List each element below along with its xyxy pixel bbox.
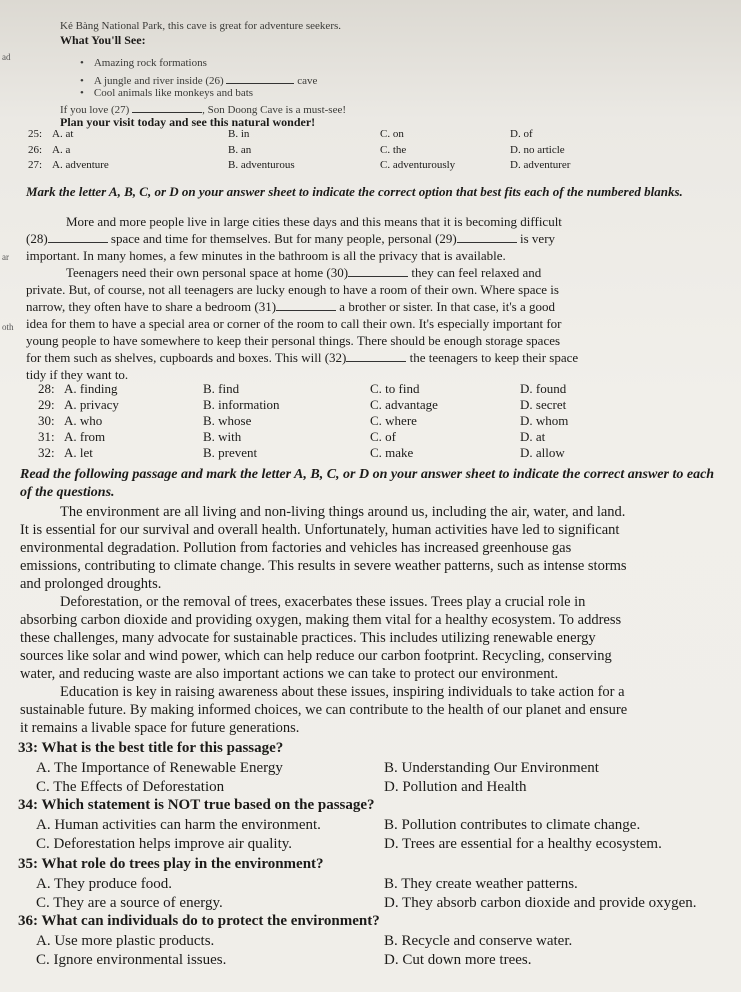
option-b[interactable]: B. prevent [203,445,258,460]
cave-word: cave [297,75,318,87]
bullet-jungle: • A jungle and river inside (26) cave [80,72,317,87]
bullet-jungle-text: A jungle and river inside (26) [93,75,224,87]
option-b[interactable]: B. adventurous [228,159,295,171]
passage1-line9a: for them such as shelves, cupboards and boxes. This will (32) [26,350,347,365]
option-a[interactable]: A. finding [64,381,118,396]
passage1-line6 [26,299,716,315]
answer-c[interactable]: C. Ignore environmental issues. [36,952,227,968]
option-a[interactable]: A. privacy [64,397,119,412]
passage2-line: Deforestation, or the removal of trees, exacerbates these issues. Trees play a crucial role in [60,594,586,610]
love-line-b: , Son Doong Cave is a must-see! [202,104,346,116]
option-num: 31: [38,429,55,444]
margin-mark: ar [2,252,9,262]
option-num: 30: [38,413,55,428]
passage1-line6a: narrow, they often have to share a bedroom (31) [26,299,277,314]
passage2-line: Education is key in raising awareness about these issues, inspiring individuals to take action for a [60,684,625,700]
option-c[interactable]: C. advantage [370,397,438,412]
option-a[interactable]: A. let [64,445,93,460]
question-stem: 34: Which statement is NOT true based on the passage? [18,797,375,813]
margin-mark: ad [2,52,11,62]
option-b[interactable]: B. whose [203,413,252,428]
bullet-animals: • Cool animals like monkeys and bats [80,87,253,99]
option-b[interactable]: B. an [228,144,252,156]
option-a[interactable]: A. who [64,413,103,428]
option-d[interactable]: D. at [520,429,546,444]
answer-a[interactable]: A. Use more plastic products. [36,933,215,949]
answer-a[interactable]: A. Human activities can harm the environment. [36,817,321,833]
answer-b[interactable]: B. Pollution contributes to climate change. [384,817,641,833]
option-d[interactable]: D. secret [520,397,567,412]
question-stem: 36: What can individuals do to protect the environment? [18,913,380,929]
passage2-line: emissions, contributing to climate change. This results in severe weather patterns, such as intense storms [20,558,627,574]
question-stem: 35: What role do trees play in the environment? [18,856,324,872]
passage2-line: it remains a livable space for future generations. [20,720,300,736]
passage1-line4a: Teenagers need their own personal space at home (30) [66,265,349,280]
option-c[interactable]: C. make [370,445,414,460]
passage1-line5: private. But, of course, not all teenagers are lucky enough to have a room of their own. Where space is [26,282,559,297]
love-line [60,101,346,116]
passage1-line3: important. In many homes, a few minutes in the bathroom is all the privacy that is available. [26,248,506,263]
option-b[interactable]: B. information [203,397,280,412]
instruction-2: Read the following passage and mark the letter A, B, C, or D on your answer sheet to indicate the correct answer to each of the questions. [20,467,715,500]
passage1-line4 [26,265,716,281]
option-c[interactable]: C. of [370,429,396,444]
option-d[interactable]: D. allow [520,445,565,460]
intro-text: Kẻ Bàng National Park, this cave is great for adventure seekers. [60,20,342,32]
passage1-line4b: they can feel relaxed and [411,265,542,280]
option-c[interactable]: C. to find [370,381,420,396]
answer-b[interactable]: B. They create weather patterns. [384,876,578,892]
passage2-line: these challenges, many advocate for sustainable practices. This includes utilizing renewable energy [20,630,596,646]
option-b[interactable]: B. find [203,381,240,396]
answer-a[interactable]: A. The Importance of Renewable Energy [36,760,283,776]
answer-d[interactable]: D. They absorb carbon dioxide and provide oxygen. [384,895,697,911]
passage1-line2 [26,231,716,247]
passage1-line1: More and more people live in large cities these days and this means that it is becoming difficult [66,214,562,229]
answer-c[interactable]: C. Deforestation helps improve air quality. [36,836,293,852]
option-num: 27: [28,159,43,171]
answer-d[interactable]: D. Pollution and Health [384,779,527,795]
answer-a[interactable]: A. They produce food. [36,876,172,892]
option-c[interactable]: C. adventurously [380,159,456,171]
option-c[interactable]: C. the [380,144,407,156]
question-stem: 33: What is the best title for this passage? [18,740,284,756]
passage2-line: sources like solar and wind power, which can help reduce our carbon footprint. Recycling, conserving [20,648,612,664]
passage2-line: The environment are all living and non-living things around us, including the air, water, and land. [60,504,626,520]
passage1-line2b: space and time for themselves. But for many people, personal (29) [110,231,457,246]
margin-mark: oth [2,322,14,332]
blank-28-num: (28) [26,231,48,246]
bullet-rock: • Amazing rock formations [80,57,207,69]
answer-b[interactable]: B. Understanding Our Environment [384,760,599,776]
what-youll-see-heading: What You'll See: [60,33,146,47]
option-b[interactable]: B. with [203,429,242,444]
plan-line: Plan your visit today and see this natural wonder! [60,115,316,129]
answer-d[interactable]: D. Trees are essential for a healthy ecosystem. [384,836,662,852]
passage1-line6b: a brother or sister. In that case, it's a good [339,299,555,314]
passage2-line: absorbing carbon dioxide and providing oxygen, making them vital for a healthy ecosystem. To address [20,612,622,628]
instruction-1: Mark the letter A, B, C, or D on your answer sheet to indicate the correct option that best fits each of the numbered blanks. [26,184,683,199]
option-num: 29: [38,397,55,412]
option-num: 32: [38,445,55,460]
option-d[interactable]: D. of [510,128,533,140]
option-c[interactable]: C. on [380,128,404,140]
passage2-line: water, and reducing waste are also important actions we can take to protect our environment. [20,666,559,682]
option-num: 28: [38,381,55,396]
passage1-line8: young people to have somewhere to keep their personal things. There should be enough storage spaces [26,333,561,348]
option-a[interactable]: A. a [52,144,71,156]
passage1-line9b: the teenagers to keep their space [409,350,579,365]
passage1-line10: tidy if they want to. [26,367,129,382]
passage1-line7: idea for them to have a special area or corner of the room to call their own. It's especially important for [26,316,562,331]
option-num: 26: [28,144,43,156]
option-a[interactable]: A. at [52,128,74,140]
answer-c[interactable]: C. The Effects of Deforestation [36,779,225,795]
option-d[interactable]: D. whom [520,413,569,428]
option-d[interactable]: D. no article [510,144,565,156]
passage2-line: and prolonged droughts. [20,576,162,592]
passage2-line: environmental degradation. Pollution from factories and vehicles has increased greenhouse gas [20,540,572,556]
option-c[interactable]: C. where [370,413,417,428]
option-d[interactable]: D. adventurer [510,159,571,171]
option-d[interactable]: D. found [520,381,567,396]
love-line-a: If you love (27) [60,104,130,116]
answer-d[interactable]: D. Cut down more trees. [384,952,532,968]
option-b[interactable]: B. in [228,128,250,140]
option-a[interactable]: A. adventure [52,159,109,171]
option-num: 25: [28,128,43,140]
passage2-line: sustainable future. By making informed choices, we can contribute to the health of our planet and ensure [20,702,628,718]
answer-c[interactable]: C. They are a source of energy. [36,895,223,911]
passage1-line2c: is very [520,231,556,246]
passage1-line9 [26,350,716,366]
option-a[interactable]: A. from [64,429,106,444]
passage2-line: It is essential for our survival and overall health. Unfortunately, human activities have led to significant [20,522,620,538]
answer-b[interactable]: B. Recycle and conserve water. [384,933,573,949]
